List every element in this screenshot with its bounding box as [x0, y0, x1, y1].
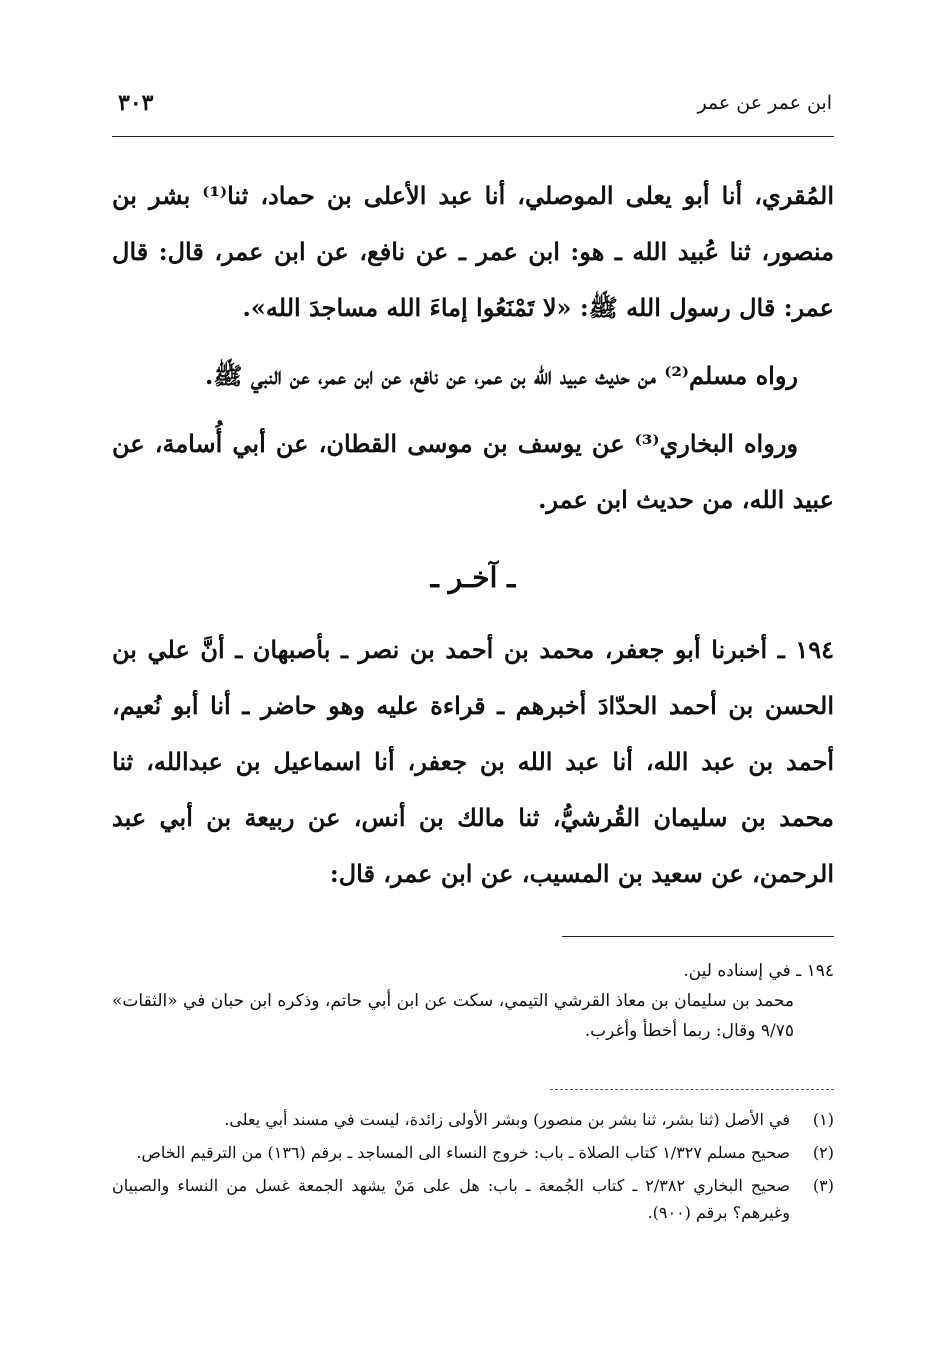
footnote-2 — [112, 1139, 834, 1166]
footnote-number: (١) — [812, 1110, 834, 1129]
paragraph-bukhari: ورواه البخاري⁽³⁾ عن يوسف بن موسى القطان، عن أبي أُسامة، عن عبيد الله، من حديث ابن عمر. — [112, 429, 834, 514]
paragraph-muslim: رواه مسلم⁽²⁾ من حديث عبيد الله بن عمر، عن نافع، عن ابن عمر، عن النبي ﷺ. — [205, 361, 798, 390]
footnote-3 — [112, 1172, 834, 1226]
page-number: ٣٠٣ — [118, 90, 154, 116]
paragraph-isnad: المُقري، أنا أبو يعلى الموصلي، أنا عبد الأعلى بن حماد، ثنا⁽¹⁾ بشر بن منصور، ثنا عُبيد الله ـ هو: ابن عمر ـ عن نافع، عن ابن عمر، قال: قال عمر: قال رسول الله ﷺ: «لا تَمْنَعُوا إماءَ الله مساجدَ الله». — [112, 181, 835, 322]
main-text — [112, 168, 834, 902]
footnote-text: في الأصل (ثنا بشر، ثنا بشر بن منصور) وبشر الأولى زائدة، ليست في مسند أبي يعلى. — [224, 1110, 790, 1129]
footnotes-separator — [550, 1089, 834, 1090]
note-194: ١٩٤ ـ في إسناده لين. — [683, 961, 834, 981]
footnote-1 — [112, 1106, 834, 1133]
editor-notes — [112, 956, 834, 1046]
footnotes — [112, 1106, 834, 1232]
page-header — [112, 88, 834, 122]
footnote-text: صحيح مسلم ١/٣٢٧ كتاب الصلاة ـ باب: خروج النساء الى المساجد ـ برقم (١٣٦) من الترقيم الخاص. — [136, 1143, 790, 1162]
section-heading: ـ آخـر ـ — [430, 561, 516, 594]
footnote-number: (٢) — [812, 1143, 834, 1162]
footnote-text: صحيح البخاري ٢/٣٨٢ ـ كتاب الجُمعة ـ باب: هل على مَنْ يشهد الجمعة غسل من النساء والصبيان وغيرهم؟ برقم (٩٠٠). — [112, 1176, 790, 1222]
running-title: ابن عمر عن عمر — [697, 92, 832, 114]
paragraph-hadith-194: ١٩٤ ـ أخبرنا أبو جعفر، محمد بن أحمد بن نصر ـ بأصبهان ـ أنَّ علي بن الحسن بن أحمد الحدّادَ أخبرهم ـ قراءة عليه وهو حاضر ـ أنا أبو نُعيم، أحمد بن عبد الله، أنا عبد الله بن جعفر، أنا اسماعيل بن عبدالله، ثنا محمد بن سليمان القُرشيُّ، ثنا مالك بن أنس، عن ربيعة بن أبي عبد الرحمن، عن سعيد بن المسيب، عن ابن عمر، قال: — [112, 635, 834, 888]
notes-separator — [562, 936, 834, 937]
header-rule — [112, 136, 834, 137]
note-194-continuation: محمد بن سليمان بن معاذ القرشي التيمي، سكت عن ابن أبي حاتم، وذكره ابن حبان في «الثقات» ٩/٧٥ وقال: ربما أخطأ وأغرب. — [112, 991, 794, 1041]
footnote-number: (٣) — [812, 1176, 834, 1195]
